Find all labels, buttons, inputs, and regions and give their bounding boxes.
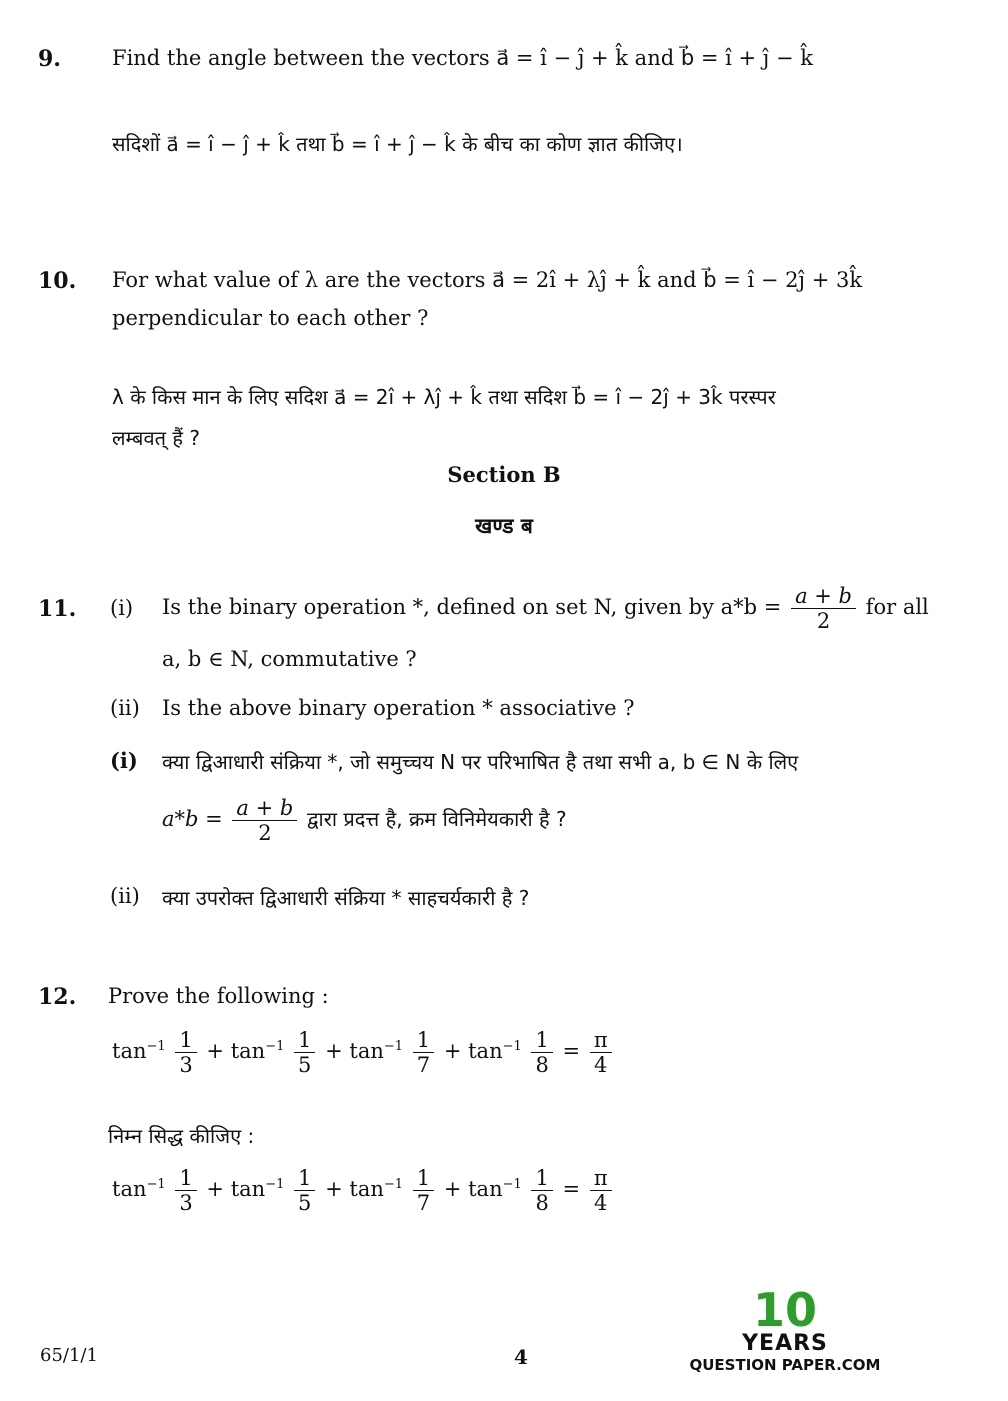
question-11-hindi-part-i-text: द्वारा प्रदत्त है, क्रम विनिमेयकारी है ? bbox=[307, 807, 567, 832]
question-10-english-line2: perpendicular to each other ? bbox=[112, 306, 429, 330]
numerator: 1 bbox=[175, 1028, 196, 1053]
question-11-part-i-text-a: Is the binary operation *, defined on set N, given by a*b = bbox=[162, 595, 782, 620]
question-9-english: Find the angle between the vectors a⃗ = î − ĵ + k̂ and b⃗ = î + ĵ − k̂ bbox=[112, 46, 813, 70]
question-9-hindi: सदिशों a⃗ = î − ĵ + k̂ तथा b⃗ = î + ĵ − k̂ के बीच का कोण ज्ञात कीजिए। bbox=[112, 132, 683, 156]
tan-term: tan bbox=[468, 1039, 503, 1064]
inverse-superscript: −1 bbox=[502, 1177, 522, 1193]
logo-number: 10 bbox=[752, 1283, 817, 1337]
question-11-part-i-line1 bbox=[162, 584, 929, 633]
section-title-english: Section B bbox=[447, 462, 561, 487]
equals-sign: = bbox=[562, 1177, 581, 1202]
fraction-denominator: 2 bbox=[258, 821, 272, 846]
denominator: 4 bbox=[594, 1191, 608, 1216]
denominator: 7 bbox=[416, 1053, 431, 1078]
question-11-part-i-text-b: for all bbox=[865, 595, 929, 620]
question-10-hindi-line2: लम्बवत् हैं ? bbox=[112, 426, 200, 450]
numerator: 1 bbox=[413, 1166, 434, 1191]
fraction-1-over-8 bbox=[531, 1028, 552, 1077]
plus-sign: + bbox=[443, 1039, 462, 1064]
question-11-hindi-part-i-label: (i) bbox=[110, 748, 138, 773]
question-10-hindi-line1: λ के किस मान के लिए सदिश a⃗ = 2î + λĵ + k̂ तथा सदिश b⃗ = î − 2ĵ + 3k̂ परस्पर bbox=[112, 385, 776, 409]
inverse-superscript: −1 bbox=[383, 1177, 404, 1193]
denominator: 8 bbox=[535, 1053, 549, 1078]
numerator: 1 bbox=[175, 1166, 196, 1191]
numerator: π bbox=[590, 1166, 612, 1191]
plus-sign: + bbox=[206, 1039, 225, 1064]
tan-term: tan bbox=[349, 1177, 384, 1202]
inverse-superscript: −1 bbox=[502, 1039, 522, 1055]
question-10-number: 10. bbox=[38, 268, 77, 294]
tan-term: tan bbox=[112, 1177, 147, 1202]
question-12-hindi: निम्न सिद्ध कीजिए : bbox=[108, 1124, 255, 1148]
question-11-part-ii-label: (ii) bbox=[110, 696, 140, 720]
question-11-part-i-label: (i) bbox=[110, 596, 134, 620]
fraction-1-over-7 bbox=[413, 1166, 434, 1215]
tan-term: tan bbox=[230, 1039, 266, 1064]
denominator: 3 bbox=[179, 1053, 193, 1078]
fraction-numerator: a + b bbox=[232, 796, 297, 821]
plus-sign: + bbox=[325, 1177, 343, 1202]
question-12-number: 12. bbox=[38, 984, 77, 1010]
tan-term: tan bbox=[112, 1039, 147, 1064]
hindi-expression-a-star-b: a*b = bbox=[162, 807, 223, 832]
numerator: 1 bbox=[531, 1028, 552, 1053]
logo-years-text: YEARS bbox=[742, 1331, 828, 1356]
denominator: 8 bbox=[535, 1191, 549, 1216]
tan-term: tan bbox=[349, 1039, 384, 1064]
question-11-part-ii-text: Is the above binary operation * associative ? bbox=[162, 696, 635, 720]
logo-site-text: QUESTION PAPER.COM bbox=[689, 1356, 881, 1374]
question-11-hindi-part-ii-text: क्या उपरोक्त द्विआधारी संक्रिया * साहचर्यकारी है ? bbox=[162, 886, 530, 910]
tan-term: tan bbox=[230, 1177, 266, 1202]
fraction-1-over-7 bbox=[413, 1028, 434, 1077]
plus-sign: + bbox=[443, 1177, 462, 1202]
page-number: 4 bbox=[514, 1345, 528, 1369]
inverse-superscript: −1 bbox=[383, 1039, 404, 1055]
section-title-hindi: खण्ड ब bbox=[475, 514, 533, 538]
fraction-numerator: a + b bbox=[791, 584, 856, 609]
question-12-equation-hindi bbox=[112, 1166, 615, 1215]
denominator: 5 bbox=[298, 1053, 312, 1078]
site-logo bbox=[680, 1283, 890, 1374]
inverse-superscript: −1 bbox=[265, 1039, 285, 1055]
question-9-number: 9. bbox=[38, 46, 61, 72]
plus-sign: + bbox=[206, 1177, 225, 1202]
numerator: 1 bbox=[294, 1028, 315, 1053]
question-11-hindi-part-i-line2 bbox=[162, 796, 567, 845]
fraction-pi-over-4 bbox=[590, 1166, 612, 1215]
fraction-denominator: 2 bbox=[816, 609, 831, 634]
equals-sign: = bbox=[562, 1039, 581, 1064]
denominator: 5 bbox=[298, 1191, 312, 1216]
paper-code: 65/1/1 bbox=[40, 1345, 98, 1366]
fraction-1-over-3 bbox=[175, 1028, 196, 1077]
question-11-hindi-part-i-line1: क्या द्विआधारी संक्रिया *, जो समुच्चय N पर परिभाषित है तथा सभी a, b ∈ N के लिए bbox=[162, 750, 799, 774]
question-11-part-i-line2: a, b ∈ N, commutative ? bbox=[162, 647, 417, 671]
fraction-1-over-8 bbox=[531, 1166, 552, 1215]
inverse-superscript: −1 bbox=[265, 1177, 285, 1193]
inverse-superscript: −1 bbox=[146, 1177, 166, 1193]
question-12-equation-english bbox=[112, 1028, 615, 1077]
denominator: 3 bbox=[179, 1191, 193, 1216]
question-11-hindi-part-ii-label: (ii) bbox=[110, 884, 140, 908]
plus-sign: + bbox=[325, 1039, 343, 1064]
numerator: π bbox=[590, 1028, 612, 1053]
fraction-a-plus-b-over-2 bbox=[791, 584, 856, 633]
numerator: 1 bbox=[413, 1028, 434, 1053]
numerator: 1 bbox=[294, 1166, 315, 1191]
question-12-english: Prove the following : bbox=[108, 984, 329, 1008]
question-10-english-line1: For what value of λ are the vectors a⃗ = 2î + λĵ + k̂ and b⃗ = î − 2ĵ + 3k̂ bbox=[112, 268, 863, 292]
fraction-1-over-5 bbox=[294, 1028, 315, 1077]
fraction-pi-over-4 bbox=[590, 1028, 612, 1077]
fraction-1-over-3 bbox=[175, 1166, 196, 1215]
fraction-a-plus-b-over-2-hindi bbox=[232, 796, 297, 845]
denominator: 7 bbox=[416, 1191, 431, 1216]
fraction-1-over-5 bbox=[294, 1166, 315, 1215]
question-11-number: 11. bbox=[38, 596, 77, 622]
numerator: 1 bbox=[531, 1166, 552, 1191]
denominator: 4 bbox=[594, 1053, 608, 1078]
tan-term: tan bbox=[468, 1177, 503, 1202]
inverse-superscript: −1 bbox=[146, 1039, 166, 1055]
